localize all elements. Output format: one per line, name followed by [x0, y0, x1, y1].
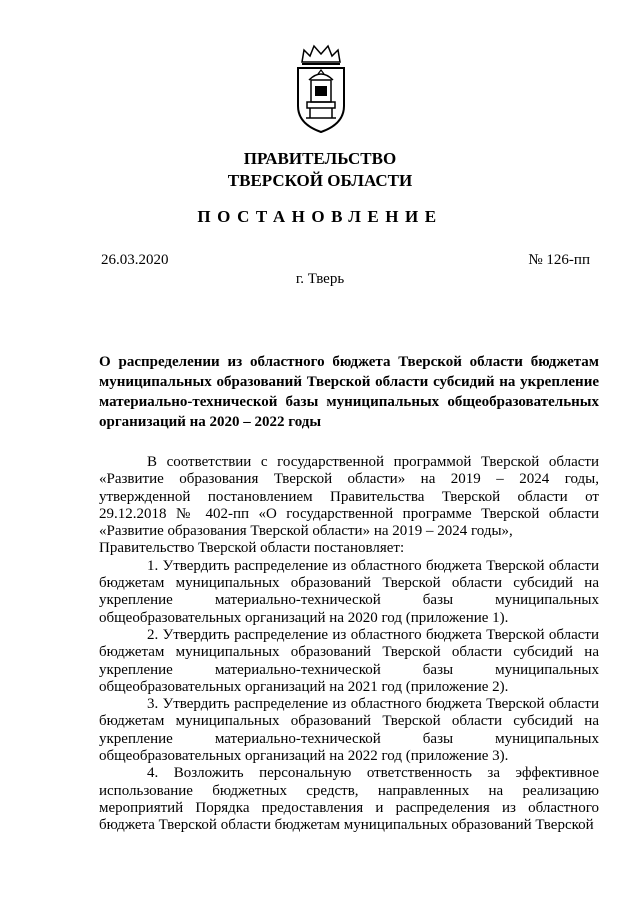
document-number: № 126-пп: [528, 252, 590, 268]
document-title: О распределении из областного бюджета Тверской области бюджетам муниципальных образований Тверской области субсидий на укрепление материально-технической базы муниципальных общеобразовательных организаций на 2020 – 2022 годы: [99, 354, 599, 430]
clause-1: 1. Утвердить распределение из областного бюджета Тверской области бюджетам муниципальных образований Тверской области субсидий на укрепление материально-технической базы муниципальных общеобразовательных организаций на 2020 год (приложение 1).: [99, 557, 599, 626]
document-date: 26.03.2020: [101, 252, 169, 268]
tver-coat-of-arms-icon: [294, 44, 348, 134]
intro-paragraph: В соответствии с государственной программой Тверской области «Развитие образования Тверской области» на 2019 – 2024 годы, утвержденной постановлением Правительства Тверской области от 29.12.2018 № 402-пп «О государственной программе Тверской области «Развитие образования Тверской области» на 2019 – 2024 годы»,: [99, 454, 599, 540]
government-name-line2: ТВЕРСКОЙ ОБЛАСТИ: [227, 171, 413, 190]
intro-resolution: Правительство Тверской области постановляет:: [99, 540, 405, 557]
document-city: г. Тверь: [295, 271, 345, 287]
clause-4: 4. Возложить персональную ответственность за эффективное использование бюджетных средств, направленных на реализацию мероприятий Порядка предоставления и распределения из областного бюджета Тверской области бюджетам муниципальных образований Тверской: [99, 765, 599, 834]
government-name-line1: ПРАВИТЕЛЬСТВО: [243, 149, 397, 168]
document-type: ПОСТАНОВЛЕНИЕ: [197, 207, 443, 226]
clause-2: 2. Утвердить распределение из областного бюджета Тверской области бюджетам муниципальных образований Тверской области субсидий на укрепление материально-технической базы муниципальных общеобразовательных организаций на 2021 год (приложение 2).: [99, 626, 599, 695]
clause-3: 3. Утвердить распределение из областного бюджета Тверской области бюджетам муниципальных образований Тверской области субсидий на укрепление материально-технической базы муниципальных общеобразовательных организаций на 2022 год (приложение 3).: [99, 696, 599, 765]
document-body: [99, 454, 599, 835]
